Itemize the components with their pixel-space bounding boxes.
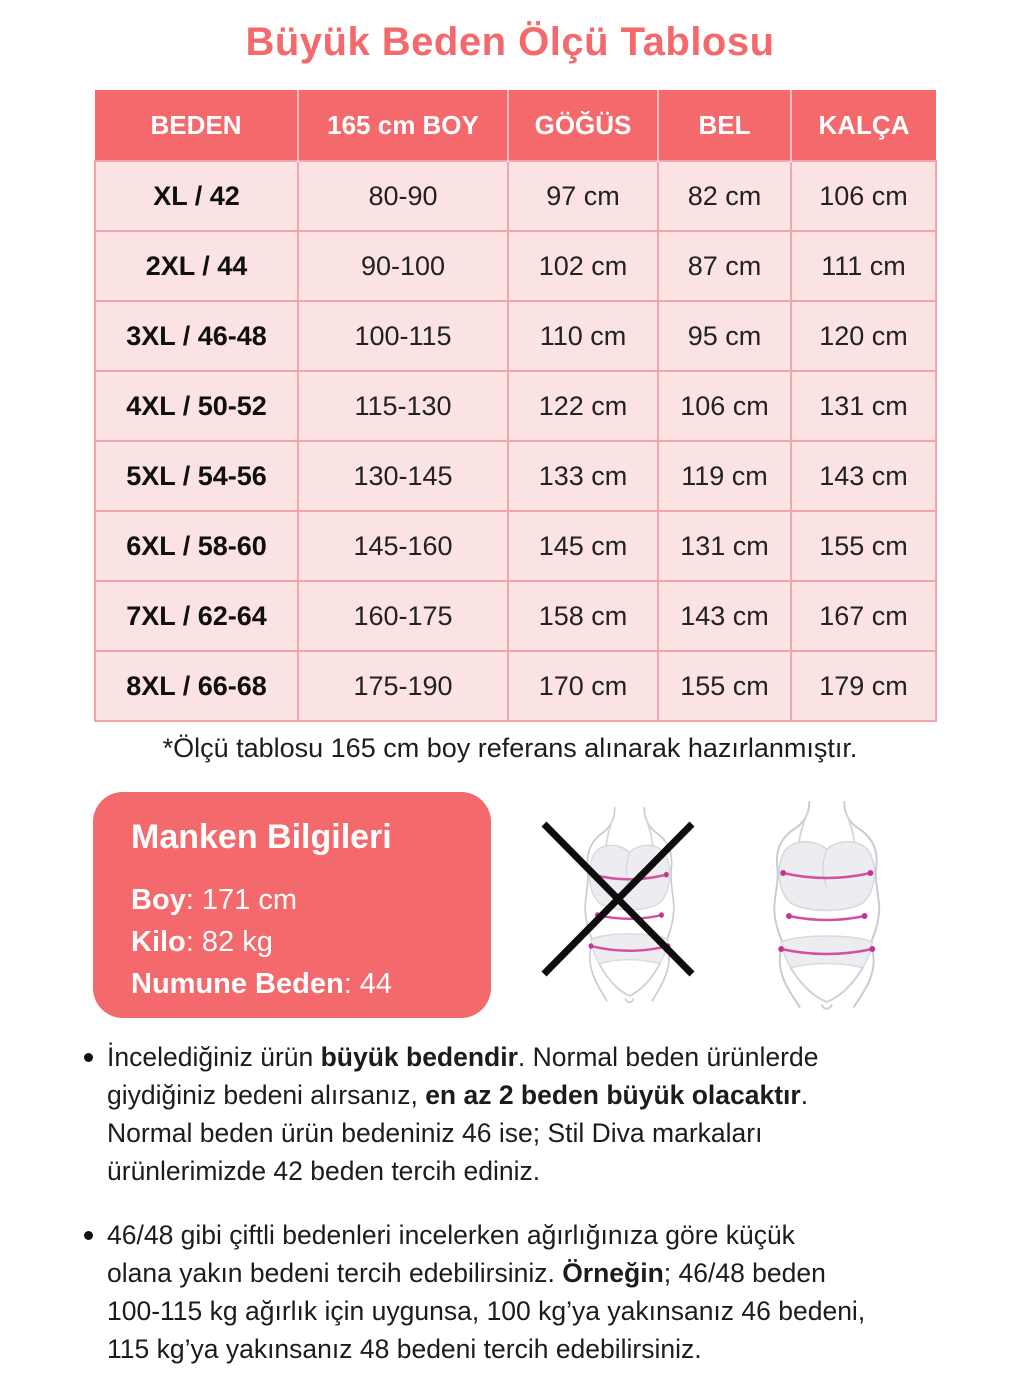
size-label-cell: 8XL / 66-68 xyxy=(95,651,298,721)
measurement-cell: 175-190 xyxy=(298,651,508,721)
measurement-cell: 131 cm xyxy=(658,511,791,581)
measurement-cell: 130-145 xyxy=(298,441,508,511)
column-header: 165 cm BOY xyxy=(298,90,508,161)
table-row xyxy=(95,581,936,651)
measurement-cell: 133 cm xyxy=(508,441,658,511)
size-label-cell: 3XL / 46-48 xyxy=(95,301,298,371)
note-text: İncelediğiniz ürün büyük bedendir. Normal beden ürünlerde giydiğiniz bedeni alırsanız, en az 2 beden büyük olacaktır. Normal beden ürün bedeniniz 46 ise; Stil Diva markaları ürünlerimizde 42 beden tercih ediniz. xyxy=(107,1042,819,1186)
measurement-cell: 82 cm xyxy=(658,161,791,231)
size-label-cell: XL / 42 xyxy=(95,161,298,231)
table-row xyxy=(95,231,936,301)
measurement-cell: 145-160 xyxy=(298,511,508,581)
measurement-cell: 179 cm xyxy=(791,651,936,721)
model-info-lines xyxy=(131,879,471,1005)
model-info-line: Numune Beden: 44 xyxy=(131,968,393,1000)
table-footnote: *Ölçü tablosu 165 cm boy referans alınarak hazırlanmıştır. xyxy=(162,733,858,763)
measurement-cell: 155 cm xyxy=(791,511,936,581)
measurement-cell: 131 cm xyxy=(791,371,936,441)
measured-body-figure xyxy=(774,802,879,1009)
table-row xyxy=(95,301,936,371)
body-figures-illustration xyxy=(538,798,962,1012)
measurement-cell: 110 cm xyxy=(508,301,658,371)
size-label-cell: 2XL / 44 xyxy=(95,231,298,301)
size-table-body xyxy=(95,161,936,721)
measurement-cell: 122 cm xyxy=(508,371,658,441)
header-row xyxy=(95,90,936,161)
size-label-cell: 5XL / 54-56 xyxy=(95,441,298,511)
table-row xyxy=(95,441,936,511)
measurement-cell: 155 cm xyxy=(658,651,791,721)
measurement-cell: 80-90 xyxy=(298,161,508,231)
measurement-cell: 143 cm xyxy=(791,441,936,511)
measurement-cell: 170 cm xyxy=(508,651,658,721)
column-header: KALÇA xyxy=(791,90,936,161)
bullet-dot-icon xyxy=(84,1231,93,1240)
measurement-cell: 119 cm xyxy=(658,441,791,511)
model-info-box xyxy=(93,792,491,1018)
column-header: BEDEN xyxy=(95,90,298,161)
model-info-line: Kilo: 82 kg xyxy=(131,926,273,958)
measurement-cell: 115-130 xyxy=(298,371,508,441)
note-item xyxy=(84,1038,984,1190)
measurement-cell: 145 cm xyxy=(508,511,658,581)
size-table-header xyxy=(95,90,936,161)
measurement-cell: 87 cm xyxy=(658,231,791,301)
table-row xyxy=(95,371,936,441)
measurement-cell: 111 cm xyxy=(791,231,936,301)
size-label-cell: 7XL / 62-64 xyxy=(95,581,298,651)
measurement-cell: 95 cm xyxy=(658,301,791,371)
size-label-cell: 6XL / 58-60 xyxy=(95,511,298,581)
note-text: 46/48 gibi çiftli bedenleri incelerken ağırlığınıza göre küçük olana yakın bedeni tercih edebilirsiniz. Örneğin; 46/48 beden 100-115 kg ağırlık için uygunsa, 100 kg’ya yakınsanız 46 bedeni, 115 kg’ya yakınsanız 48 bedeni tercih edebilirsiniz. xyxy=(107,1220,866,1364)
model-info-heading: Manken Bilgileri xyxy=(131,818,392,856)
measurement-cell: 167 cm xyxy=(791,581,936,651)
measurement-cell: 120 cm xyxy=(791,301,936,371)
measurement-cell: 143 cm xyxy=(658,581,791,651)
measurement-cell: 160-175 xyxy=(298,581,508,651)
table-row xyxy=(95,651,936,721)
measurement-cell: 106 cm xyxy=(791,161,936,231)
table-row xyxy=(95,511,936,581)
column-header: BEL xyxy=(658,90,791,161)
page-title: Büyük Beden Ölçü Tablosu xyxy=(245,20,775,64)
measurement-cell: 106 cm xyxy=(658,371,791,441)
measurement-cell: 102 cm xyxy=(508,231,658,301)
size-table xyxy=(94,90,937,722)
measurement-cell: 158 cm xyxy=(508,581,658,651)
bullet-dot-icon xyxy=(84,1053,93,1062)
size-label-cell: 4XL / 50-52 xyxy=(95,371,298,441)
measurement-cell: 100-115 xyxy=(298,301,508,371)
table-row xyxy=(95,161,936,231)
note-item xyxy=(84,1216,984,1368)
measurement-cell: 90-100 xyxy=(298,231,508,301)
measurement-cell: 97 cm xyxy=(508,161,658,231)
model-info-line: Boy: 171 cm xyxy=(131,884,298,916)
sizing-notes xyxy=(84,1038,984,1394)
crossed-body-figure xyxy=(544,808,692,1002)
column-header: GÖĞÜS xyxy=(508,90,658,161)
